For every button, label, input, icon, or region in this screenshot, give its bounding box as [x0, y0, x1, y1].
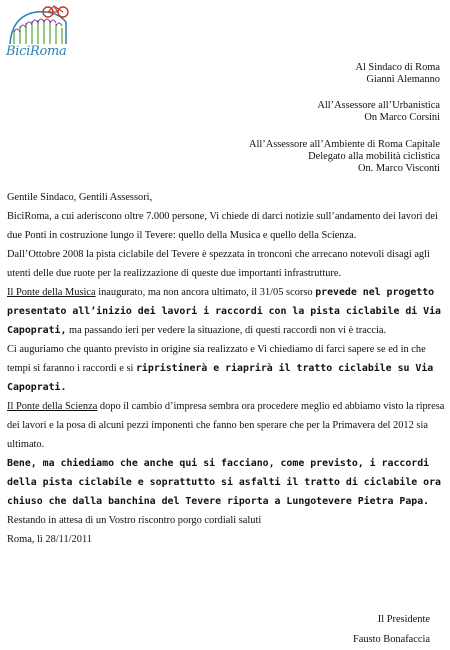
ponte-musica-link: Il Ponte della Musica — [7, 287, 96, 298]
recipient-line: Gianni Alemanno — [366, 74, 440, 85]
recipient-block-3 — [249, 139, 440, 175]
letter-body — [7, 188, 445, 549]
paragraph-intro: BiciRoma, a cui aderiscono oltre 7.000 persone, Vi chiede di darci notizie sull’andamento dei lavori dei due Ponti in costruzione lungo il Tevere: quello della Musica e quello della Scienza. — [7, 211, 438, 241]
signature-name: Fausto Bonafaccia — [352, 634, 430, 645]
recipient-line: Al Sindaco di Roma — [355, 62, 440, 73]
signature-role: Il Presidente — [377, 614, 430, 625]
paragraph-closing: Restando in attesa di un Vostro riscontro porgo cordiali saluti — [7, 515, 262, 526]
paragraph-demand: Bene, ma chiediamo che anche qui si facciano, come previsto, i raccordi della pista ciclabile e soprattutto si asfalti il tratto di ciclabile ora chiuso che dalla banchina del Tevere riporta a Lungotevere Pietra Papa. — [7, 458, 442, 507]
recipient-line: On. Marco Visconti — [357, 163, 440, 174]
logo-wordmark: BiciRoma — [6, 44, 67, 59]
recipient-block-1 — [355, 62, 440, 86]
paragraph-request: Ci auguriamo che quanto previsto in origine sia realizzato e Vi chiediamo di farci sapere se ed in che tempi si faranno i raccordi e si ripristinerà e riaprirà il tratto ciclabile su Via Capoprati. — [7, 344, 434, 393]
signature-block — [353, 610, 430, 650]
paragraph-ponte-scienza: Il Ponte della Scienza dopo il cambio d’impresa sembra ora procedere meglio ed abbiamo visto la ripresa dei lavori e la posa di alcuni pezzi imponenti che fanno ben sperare che per la Primavera del 2012 sia ultimato. — [7, 401, 445, 450]
paragraph-ponte-musica: Il Ponte della Musica inaugurato, ma non ancora ultimato, il 31/05 scorso prevede nel progetto presentato all’inizio dei lavori i raccordi con la pista ciclabile di Via Capoprati, ma passando ieri per vedere la situazione, di questi raccordi non vi è traccia. — [7, 287, 442, 336]
recipient-line: On Marco Corsini — [364, 112, 440, 123]
greeting: Gentile Sindaco, Gentili Assessori, — [7, 192, 153, 203]
recipient-block-2 — [317, 100, 440, 124]
letter-date: Roma, lì 28/11/2011 — [7, 534, 92, 545]
recipient-line: All’Assessore all’Urbanistica — [317, 100, 440, 111]
recipient-line: Delegato alla mobilità ciclistica — [308, 151, 440, 162]
paragraph-context: Dall’Ottobre 2008 la pista ciclabile del Tevere è spezzata in tronconi che arrecano notevoli disagi agli utenti delle due ruote per la realizzazione di queste due importanti infrastrutture. — [7, 249, 430, 279]
ponte-scienza-link: Il Ponte della Scienza — [7, 401, 98, 412]
recipient-line: All’Assessore all’Ambiente di Roma Capitale — [248, 139, 440, 150]
